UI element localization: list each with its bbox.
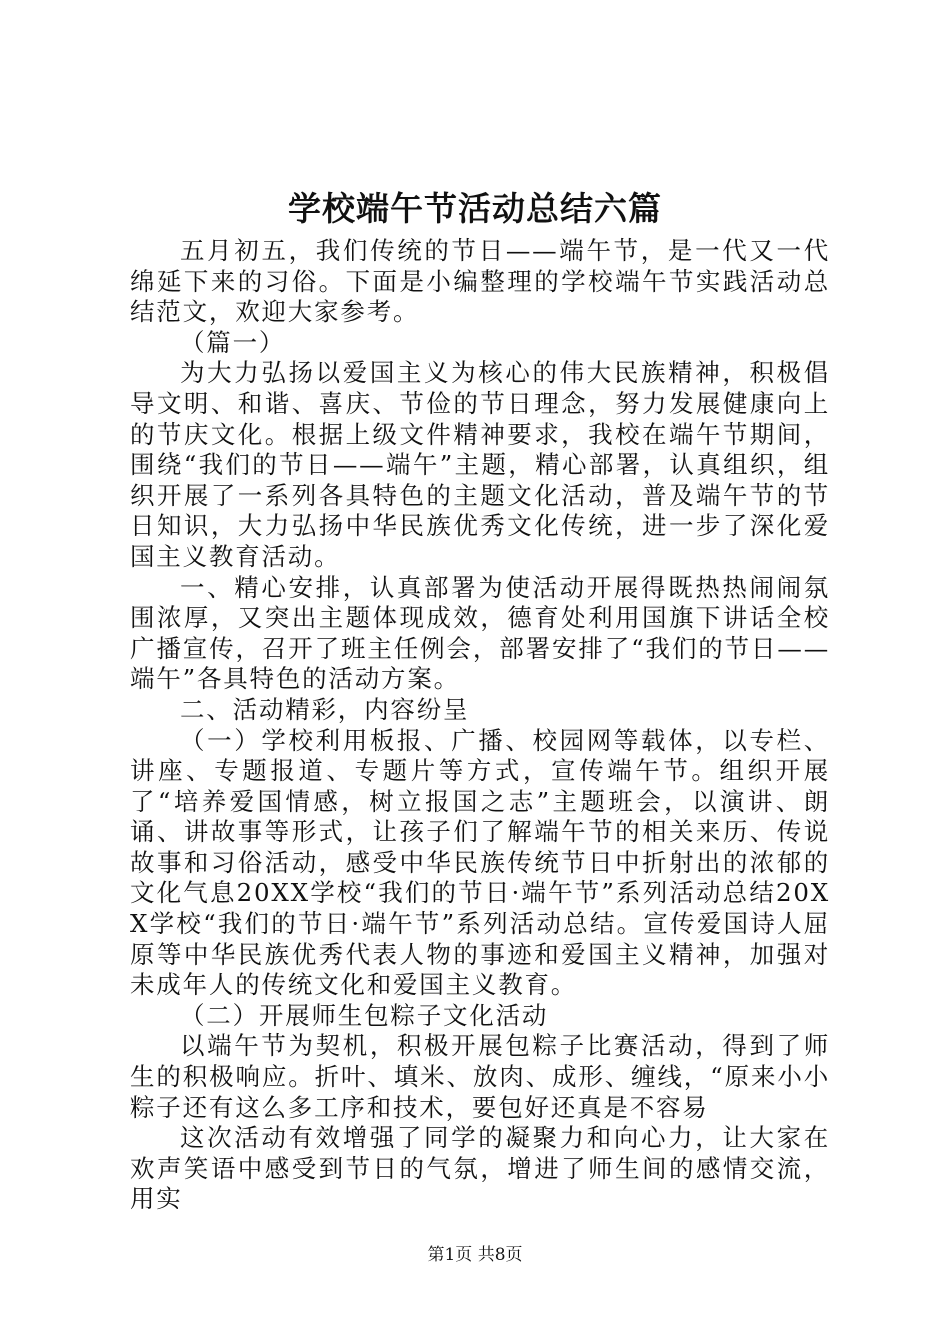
document-title: 学校端午节活动总结六篇 — [288, 189, 662, 228]
paragraph-section-heading-1: （篇一） — [180, 327, 286, 357]
paragraph: （一）学校利用板报、广播、校园网等载体，以专栏、讲座、专题报道、专题片等方式，宣传端午节。组织开展了“培养爱国情感，树立报国之志”主题班会，以演讲、朗诵、讲故事等形式，让孩子们了解端午节的相关来历、传说故事和习俗活动，感受中华民族传统节日中折射出的浓郁的文化气息20XX学校“我们的节日·端午节”系列活动总结20XX学校“我们的节日·端午节”系列活动总结。宣传爱国诗人屈原等中华民族优秀代表人物的事迹和爱国主义精神，加强对未成年人的传统文化和爱国主义教育。 — [130, 725, 830, 1000]
paragraph-subheading: 二、活动精彩，内容纷呈 — [180, 694, 470, 724]
paragraph: 一、精心安排，认真部署为使活动开展得既热热闹闹氛围浓厚，又突出主题体现成效，德育处利用国旗下讲话全校广播宣传，召开了班主任例会，部署安排了“我们的节日——端午”各具特色的活动方案。 — [130, 572, 830, 694]
page-number-footer: 第1页 共8页 — [427, 1245, 523, 1265]
paragraph-intro: 五月初五，我们传统的节日——端午节，是一代又一代绵延下来的习俗。下面是小编整理的学校端午节实践活动总结范文，欢迎大家参考。 — [130, 236, 830, 327]
paragraph: 为大力弘扬以爱国主义为核心的伟大民族精神，积极倡导文明、和谐、喜庆、节俭的节日理念，努力发展健康向上的节庆文化。根据上级文件精神要求，我校在端午节期间，围绕“我们的节日——端午”主题，精心部署，认真组织，组织开展了一系列各具特色的主题文化活动，普及端午节的节日知识，大力弘扬中华民族优秀文化传统，进一步了深化爱国主义教育活动。 — [130, 358, 830, 571]
paragraph-subheading: （二）开展师生包粽子文化活动 — [180, 1000, 549, 1030]
paragraph: 以端午节为契机，积极开展包粽子比赛活动，得到了师生的积极响应。折叶、填米、放肉、成形、缠线，“原来小小粽子还有这么多工序和技术，要包好还真是不容易 — [130, 1031, 830, 1122]
document-body — [130, 236, 830, 1215]
paragraph: 这次活动有效增强了同学的凝聚力和向心力，让大家在欢声笑语中感受到节日的气氛，增进了师生间的感情交流，用实 — [130, 1123, 830, 1214]
